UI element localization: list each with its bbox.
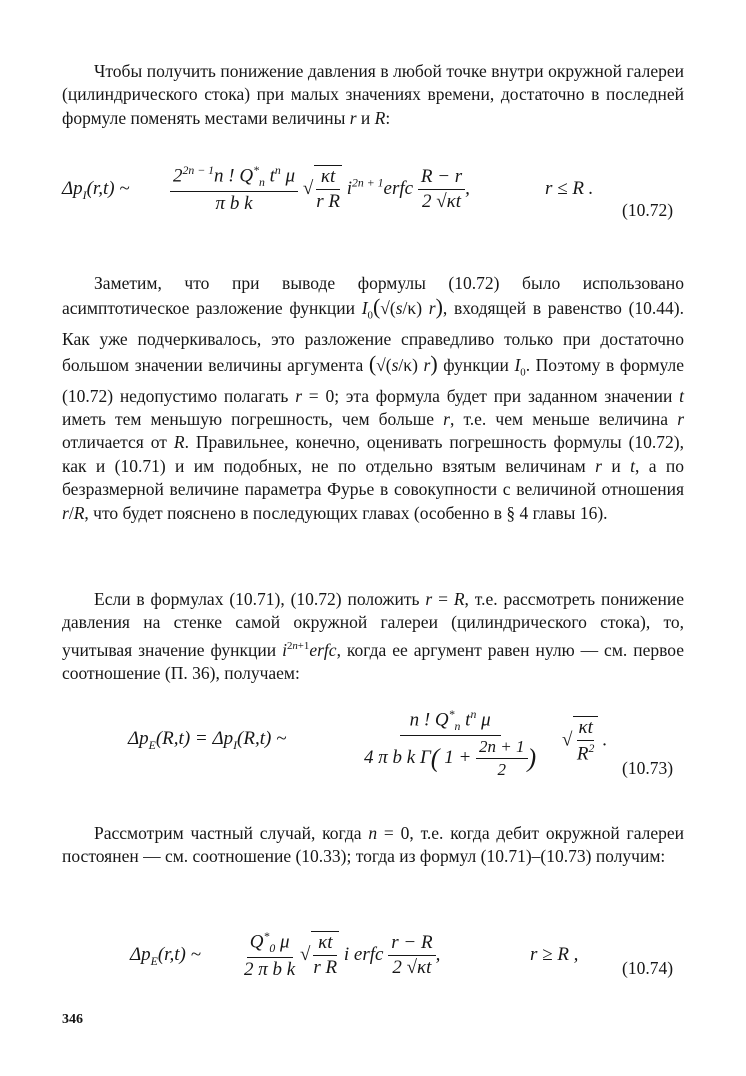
paragraph-wall: Если в формулах (10.71), (10.72) положить r = R, т.е. рассмотреть понижение давления на стенке самой окружной галереи (цилиндрического стока), то, учитывая значение функции $i^{2n+1}erfc$, когда ее аргумент равен нулю — см. первое соотношение (П. 36), получаем: [62, 589, 684, 684]
equation-condition: r ≥ R , [530, 944, 579, 965]
equation-condition: r ≤ R . [545, 178, 594, 199]
page-number: 346 [62, 1012, 83, 1027]
equation-number: (10.73) [622, 758, 674, 778]
equation-10-72: $\Delta p_I(r,t)$ ~ $\frac{2^{2n - 1}n ! Q^*_n t^n \mu}{\text{π b k}}$ √ $\frac{\kappa t}{\text{r R}}$ $i^{2n + 1}erfc$ $\frac{R - r}{2 √\kappa t}$ , r ≤ R . (10.72) [62, 164, 674, 220]
equation-10-74: $\Delta p_E(r,t)$ ~ $\frac{Q^*_0 \mu}{\text{2 π b k}}$ √ $\frac{\kappa t}{\text{r R}}$ i erfc $\frac{r - R}{2 √\kappa t}$ , r ≥ R , (10.74) [130, 930, 674, 981]
paragraph-intro: Чтобы получить понижение давления в любой точке внутри окружной галереи (цилиндрического стока) при малых значениях времени, достаточно в последней формуле поменять местами величины r и R: [62, 61, 684, 128]
paragraph-remark: Заметим, что при выводе формулы (10.72) было использовано асимптотическое разложение функции $I_0(√(s/\kappa)$ r), входящей в равенство (10.44). Как уже подчеркивалось, это разложение справедливо только при достаточно большом значении величины аргумента (√(s/κ) r) функции $I_0$. Поэтому в формуле (10.72) недопустимо полагать r = 0; эта формула будет при заданном значении t иметь тем меньшую погрешность, чем больше r, т.е. чем меньше величина r отличается от R. Правильнее, конечно, оценивать погрешность формулы (10.72), как и (10.71) и им подобных, не по отдельно взятым величинам r и t, а по безразмерной величине параметра Фурье в совокупности с величиной отношения r/R, что будет пояснено в последующих главах (особенно в § 4 главы 16). [62, 273, 685, 523]
equation-number: (10.72) [622, 200, 674, 220]
paragraph-special-case: Рассмотрим частный случай, когда n = 0, т.е. когда дебит окружной галереи постоянен — см. соотношение (10.33); тогда из формул (10.71)–(10.73) получим: [62, 823, 684, 867]
equation-10-73: $\Delta p_E(R,t) = \Delta p_I(R,t)$ ~ n ! $Q^*_n$ $t^n$ μ 4 π b k Γ( 1 + $\frac{2n + 1}{2}$ ) √ $\frac{\kappa t}{R^2}$ . (10.73) [128, 708, 674, 780]
equation-number: (10.74) [622, 958, 674, 978]
